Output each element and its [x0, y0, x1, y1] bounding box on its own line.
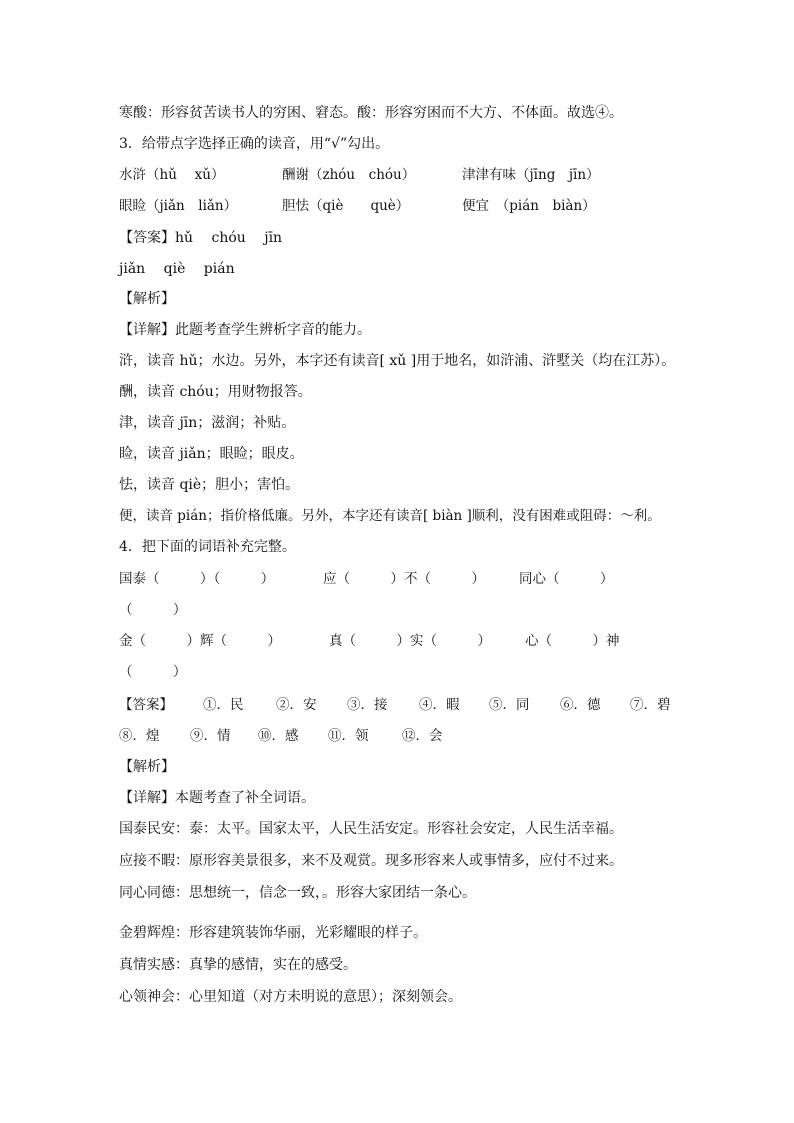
q3-explanation-3: 津，读音 jīn；滋润；补贴。 [119, 415, 296, 431]
q4-analysis-label: 【解析】 [119, 759, 175, 775]
q3-option-4: 眼睑（jiǎn liǎn） [119, 198, 238, 214]
q4-answer-item: ⑩．感 [258, 728, 299, 744]
q4-blank-3: 同心（ ） [519, 571, 614, 587]
q3-option-2: 酬谢（zhóu chóu） [282, 167, 416, 183]
q3-explanation-5: 怯，读音 qiè；胆小；害怕。 [119, 477, 300, 493]
q4-blank-3-wrap: （ ） [119, 602, 187, 618]
q3-explanation-4: 睑，读音 jiǎn；眼睑；眼皮。 [119, 446, 304, 462]
q4-answer-item: ⑦．碧 [630, 697, 671, 713]
q4-answer-label: 【答案】 [119, 697, 173, 713]
q4-explanation-5: 真情实感：真挚的感情，实在的感受。 [119, 957, 357, 973]
q4-blank-2: 应（ ）不（ ） [323, 571, 485, 587]
q3-option-1: 水浒（hǔ xǔ） [119, 167, 225, 183]
q4-explanation-1: 国泰民安：泰：太平。国家太平，人民生活安定。形容社会安定，人民生活幸福。 [119, 821, 623, 837]
q4-blank-4: 金（ ）辉（ ） [119, 633, 281, 649]
q4-blank-6-wrap: （ ） [119, 664, 187, 680]
q3-answer-line-2: jiǎn qiè pián [119, 261, 235, 277]
q4-answer-item: ②．安 [276, 697, 317, 713]
q4-answer-item: ⑥．德 [560, 697, 601, 713]
q3-answer-line-1: 【答案】hǔ chóu jīn [119, 230, 283, 246]
q4-detail-label: 【详解】本题考查了补全词语。 [119, 790, 315, 806]
q3-option-5: 胆怯（qiè què） [282, 198, 410, 214]
q4-answer-item: ①．民 [203, 697, 244, 713]
q4-explanation-3: 同心同德：思想统一，信念一致，。形容大家团结一条心。 [119, 885, 476, 901]
q4-title: 4．把下面的词语补充完整。 [119, 539, 296, 555]
q4-answer-item: ④．暇 [419, 697, 460, 713]
q4-answer-item: ⑧．煌 [119, 728, 160, 744]
q4-explanation-6: 心领神会：心里知道（对方未明说的意思）；深刻领会。 [119, 989, 462, 1005]
q3-option-3: 津津有味（jīng jīn） [462, 167, 600, 183]
q4-answer-item: ⑪．领 [328, 728, 369, 744]
q4-explanation-4: 金碧辉煌：形容建筑装饰华丽，光彩耀眼的样子。 [119, 925, 427, 941]
q3-explanation-6: 便，读音 pián；指价格低廉。另外，本字还有读音[ biàn ]顺利，没有困难或阻碍：～利。 [119, 508, 661, 524]
q3-option-6: 便宜 （pián biàn） [462, 198, 596, 214]
q3-analysis-label: 【解析】 [119, 291, 175, 307]
q3-explanation-1: 浒，读音 hǔ；水边。另外，本字还有读音[ xǔ ]用于地名，如浒浦、浒墅关（均在江苏）。 [119, 353, 676, 369]
q3-explanation-2: 酬，读音 chóu；用财物报答。 [119, 384, 312, 400]
q2-explanation-tail: 寒酸：形容贫苦读书人的穷困、窘态。酸：形容穷困而不大方、不体面。故选④。 [119, 105, 623, 121]
q3-title: 3．给带点字选择正确的读音，用“√”勾出。 [119, 136, 390, 152]
q3-detail-label: 【详解】此题考查学生辨析字音的能力。 [119, 322, 371, 338]
q4-answer-item: ⑨．情 [190, 728, 231, 744]
q4-blank-5: 真（ ）实（ ） [329, 633, 491, 649]
q4-answer-item: ⑤．同 [489, 697, 530, 713]
q4-blank-6: 心（ ）神 [525, 633, 620, 649]
q4-answer-item: ③．接 [347, 697, 388, 713]
q4-answer-item: ⑫．会 [402, 728, 443, 744]
q4-explanation-2: 应接不暇：原形容美景很多，来不及观赏。现多形容来人或事情多，应付不过来。 [119, 853, 623, 869]
q4-blank-1: 国泰（ ）（ ） [119, 571, 275, 587]
